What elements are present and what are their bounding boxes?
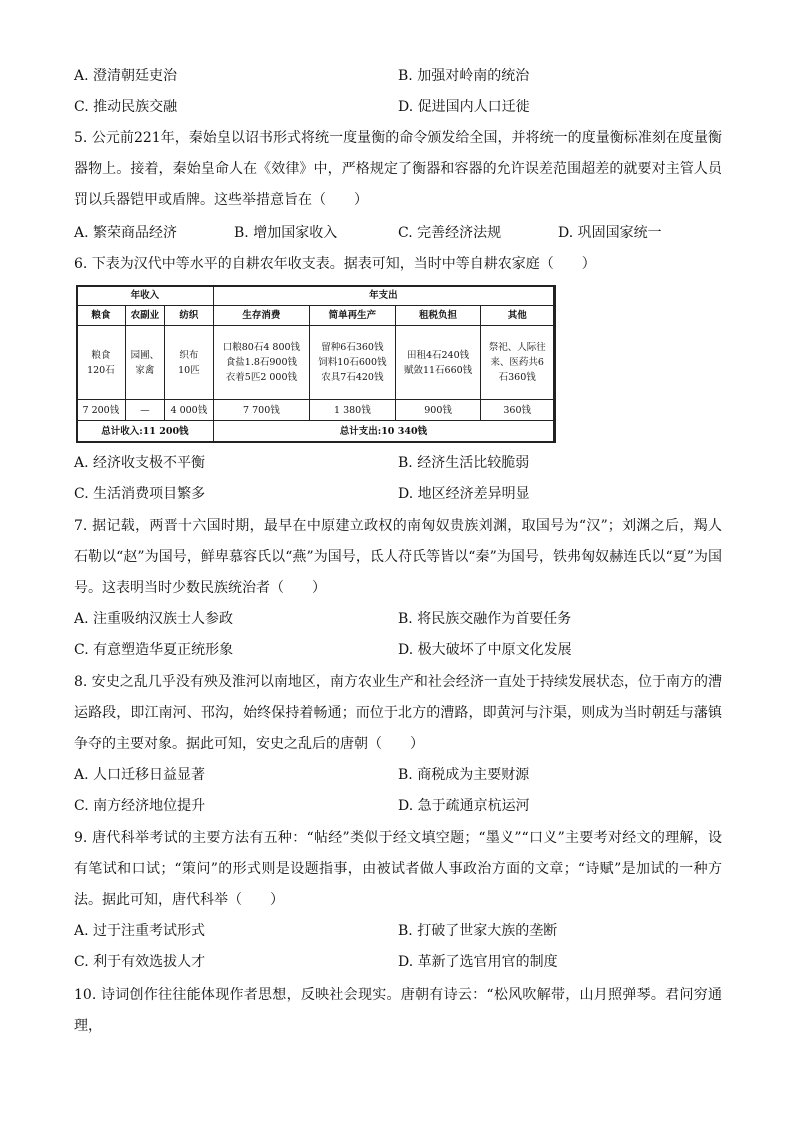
q4-option-a[interactable]: A. 澄清朝廷吏治	[74, 68, 178, 84]
q8-option-d[interactable]: D. 急于疏通京杭运河	[398, 798, 530, 814]
total-income: 总计收入:11 200钱	[77, 421, 214, 442]
col-header: 农副业	[125, 306, 164, 326]
col-header: 简单再生产	[310, 306, 396, 326]
q6-option-d[interactable]: D. 地区经济差异明显	[398, 486, 530, 502]
q5-stem: 5. 公元前221年，秦始皇以诏书形式将统一度量衡的命令颁发给全国，并将统一的度量衡标准刻在度量衡器物上。接着，秦始皇命人在《效律》中，严格规定了衡器和容器的允许误差范围超差的就要对主管人员罚以兵器铠甲或盾牌。这些举措意旨在（ ）	[74, 130, 722, 208]
table-cell: 360钱	[481, 400, 554, 421]
table-cell: 园圃、 家禽	[125, 326, 164, 400]
q7-option-a[interactable]: A. 注重吸纳汉族士人参政	[74, 611, 234, 627]
q7-option-c[interactable]: C. 有意塑造华夏正统形象	[74, 642, 234, 658]
table-cell: 织布 10匹	[164, 326, 213, 400]
table-cell: 7 700钱	[213, 400, 309, 421]
col-header: 粮食	[77, 306, 126, 326]
q6-option-a[interactable]: A. 经济收支极不平衡	[74, 455, 206, 471]
q9-option-c[interactable]: C. 利于有效选拔人才	[74, 954, 206, 970]
q8-option-b[interactable]: B. 商税成为主要财源	[398, 767, 530, 783]
q9-option-a[interactable]: A. 过于注重考试形式	[74, 923, 206, 939]
q9-stem: 9. 唐代科举考试的主要方法有五种：“帖经”类似于经文填空题；“墨义”“口义”主要考对经文的理解，设有笔试和口试；“策问”的形式则是设题指事，由被试者做人事政治方面的文章；“诗赋”是加试的一种方法。据此可知，唐代科举（ ）	[74, 830, 722, 908]
table-cell: —	[125, 400, 164, 421]
col-header: 纺织	[164, 306, 213, 326]
table-cell: 7 200钱	[77, 400, 126, 421]
col-header: 生存消费	[213, 306, 309, 326]
table-cell: 900钱	[395, 400, 481, 421]
col-header: 其他	[481, 306, 554, 326]
q6-option-c[interactable]: C. 生活消费项目繁多	[74, 486, 206, 502]
q7-stem: 7. 据记载，两晋十六国时期，最早在中原建立政权的南匈奴贵族刘渊，取国号为“汉”；刘渊之后，羯人石勒以“赵”为国号，鲜卑慕容氏以“燕”为国号，氐人苻氏等皆以“秦”为国号，铁弗匈奴赫连氏以“夏”为国号。这表明当时少数民族统治者（ ）	[74, 518, 722, 596]
q5-option-c[interactable]: C. 完善经济法规	[398, 225, 502, 241]
income-header: 年收入	[77, 286, 214, 306]
q7-option-b[interactable]: B. 将民族交融作为首要任务	[398, 611, 572, 627]
q9-option-b[interactable]: B. 打破了世家大族的垄断	[398, 923, 558, 939]
table-cell: 留种6石360钱 饲料10石600钱 农具7石420钱	[310, 326, 396, 400]
q4-option-d[interactable]: D. 促进国内人口迁徙	[398, 99, 530, 115]
q5-option-d[interactable]: D. 巩固国家统一	[558, 225, 662, 241]
q5-option-a[interactable]: A. 繁荣商品经济	[74, 225, 178, 241]
table-cell: 4 000钱	[164, 400, 213, 421]
table-cell: 口粮80石4 800钱 食盐1.8石900钱 衣着5匹2 000钱	[213, 326, 309, 400]
table-cell: 祭祀、人际往 来、医药共6 石360钱	[481, 326, 554, 400]
q6-stem: 6. 下表为汉代中等水平的自耕农年收支表。据表可知，当时中等自耕农家庭（ ）	[74, 256, 596, 272]
q4-option-b[interactable]: B. 加强对岭南的统治	[398, 68, 530, 84]
income-expense-table	[76, 285, 554, 441]
table-cell: 1 380钱	[310, 400, 396, 421]
q6-option-b[interactable]: B. 经济生活比较脆弱	[398, 455, 530, 471]
q8-option-c[interactable]: C. 南方经济地位提升	[74, 798, 206, 814]
q5-option-b[interactable]: B. 增加国家收入	[234, 225, 338, 241]
q8-stem: 8. 安史之乱几乎没有殃及淮河以南地区，南方农业生产和社会经济一直处于持续发展状态，位于南方的漕运路段，即江南河、邗沟，始终保持着畅通；而位于北方的漕路，即黄河与汴渠，则成为当时朝廷与藩镇争夺的主要对象。据此可知，安史之乱后的唐朝（ ）	[74, 674, 722, 752]
col-header: 租税负担	[395, 306, 481, 326]
q7-option-d[interactable]: D. 极大破坏了中原文化发展	[398, 642, 572, 658]
q8-option-a[interactable]: A. 人口迁移日益显著	[74, 767, 206, 783]
table-cell: 粮食 120石	[77, 326, 126, 400]
table-cell: 田租4石240钱 赋敛11石660钱	[395, 326, 481, 400]
q4-option-c[interactable]: C. 推动民族交融	[74, 99, 178, 115]
q9-option-d[interactable]: D. 革新了选官用官的制度	[398, 954, 558, 970]
total-expense: 总计支出:10 340钱	[213, 421, 553, 442]
q10-stem: 10. 诗词创作往往能体现作者思想，反映社会现实。唐朝有诗云：“松风吹解带，山月照弹琴。君问穷通理，	[74, 987, 722, 1034]
expense-header: 年支出	[213, 286, 553, 306]
